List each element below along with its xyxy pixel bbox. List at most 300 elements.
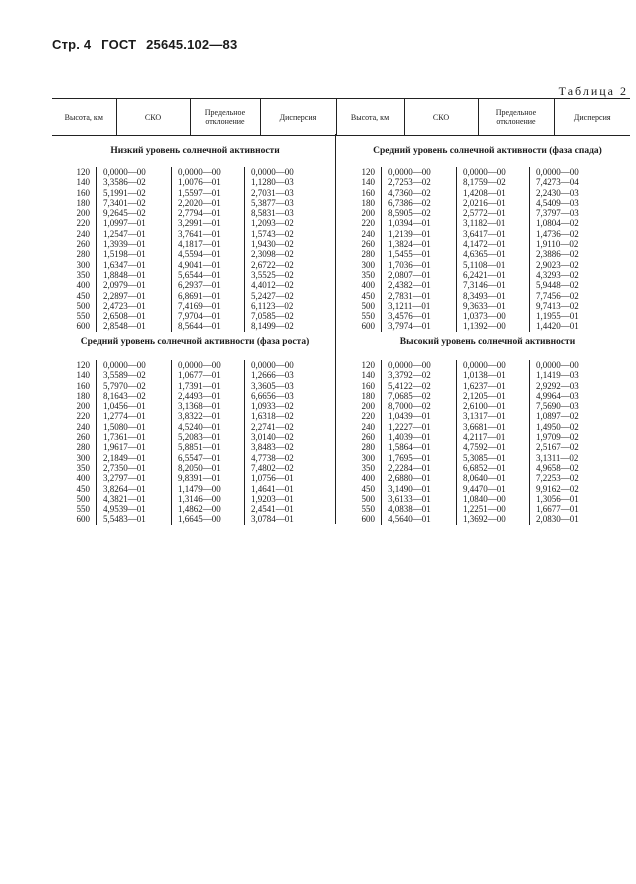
disp-cell: 1,0804—02 xyxy=(536,218,579,229)
disp-cell: 1,9203—01 xyxy=(251,493,294,504)
disp-cell: 1,3056—01 xyxy=(536,493,579,504)
height-cell: 600 xyxy=(76,514,90,525)
sko-cell: 4,7360—02 xyxy=(388,187,431,198)
standard-number: 25645.102—83 xyxy=(146,37,238,52)
block-title: Низкий уровень солнечной активности xyxy=(110,146,280,156)
disp-cell: 1,9709—02 xyxy=(536,432,579,443)
disp-cell: 1,6677—01 xyxy=(536,504,579,515)
sko-cell: 1,5080—01 xyxy=(103,421,146,432)
disp-cell: 2,6722—02 xyxy=(251,259,294,270)
disp-cell: 5,3877—03 xyxy=(251,197,294,208)
col-dev-left: Предельное отклонение xyxy=(190,99,260,136)
disp-cell: 9,7413—02 xyxy=(536,300,579,311)
height-cell: 200 xyxy=(76,208,90,219)
height-cell: 120 xyxy=(361,167,375,177)
height-cell: 600 xyxy=(76,321,90,332)
disp-cell: 1,1280—03 xyxy=(251,177,294,188)
disp-cell: 2,9023—02 xyxy=(536,259,579,270)
dev-cell: 3,8322—01 xyxy=(178,411,221,422)
dev-column xyxy=(463,360,523,525)
dev-cell: 1,3692—00 xyxy=(463,514,506,525)
column-rule xyxy=(171,167,172,332)
sko-cell: 5,7970—02 xyxy=(103,380,146,391)
sko-cell: 5,4122—02 xyxy=(388,380,431,391)
center-divider xyxy=(335,134,336,524)
height-cell: 120 xyxy=(361,360,375,370)
height-cell: 140 xyxy=(76,177,90,188)
disp-cell: 2,4541—01 xyxy=(251,504,294,515)
dev-cell: 6,2421—01 xyxy=(463,269,506,280)
disp-cell: 4,9964—03 xyxy=(536,390,579,401)
sko-cell: 3,1490—01 xyxy=(388,483,431,494)
height-cell: 220 xyxy=(76,218,90,229)
dev-cell: 2,0216—01 xyxy=(463,197,506,208)
column-rule xyxy=(244,167,245,332)
dev-cell: 0,0000—00 xyxy=(463,167,506,177)
disp-cell: 1,6318—02 xyxy=(251,411,294,422)
height-cell: 140 xyxy=(76,370,90,381)
height-cell: 120 xyxy=(76,360,90,370)
sko-cell: 3,6133—01 xyxy=(388,493,431,504)
height-cell: 400 xyxy=(76,473,90,484)
sko-cell: 2,0807—01 xyxy=(388,269,431,280)
sko-column xyxy=(388,360,450,525)
col-height-right: Высота, км xyxy=(336,99,404,136)
height-cell: 300 xyxy=(361,259,375,270)
height-cell: 600 xyxy=(361,321,375,332)
sko-column xyxy=(388,167,450,332)
disp-cell: 8,5831—03 xyxy=(251,208,294,219)
disp-cell: 4,5409—03 xyxy=(536,197,579,208)
disp-cell: 4,3293—02 xyxy=(536,269,579,280)
height-cell: 300 xyxy=(76,259,90,270)
disp-cell: 1,0756—01 xyxy=(251,473,294,484)
height-cell: 550 xyxy=(76,504,90,515)
sko-cell: 1,3939—01 xyxy=(103,239,146,250)
sko-cell: 0,0000—00 xyxy=(388,167,431,177)
height-cell: 240 xyxy=(361,228,375,239)
sko-cell: 2,1849—01 xyxy=(103,452,146,463)
disp-cell: 1,4950—02 xyxy=(536,421,579,432)
disp-cell: 3,0140—02 xyxy=(251,432,294,443)
sko-cell: 1,7036—01 xyxy=(388,259,431,270)
disp-cell: 9,9162—02 xyxy=(536,483,579,494)
table-header xyxy=(52,98,630,136)
sko-cell: 1,0456—01 xyxy=(103,401,146,412)
column-rule xyxy=(456,360,457,525)
dev-cell: 4,6365—01 xyxy=(463,249,506,260)
sko-cell: 2,2284—01 xyxy=(388,462,431,473)
height-cell: 280 xyxy=(76,442,90,453)
height-cell: 400 xyxy=(361,473,375,484)
dev-cell: 7,4169—01 xyxy=(178,300,221,311)
disp-cell: 0,0000—00 xyxy=(251,167,294,177)
dev-cell: 3,2991—01 xyxy=(178,218,221,229)
disp-cell: 1,4420—01 xyxy=(536,321,579,332)
dev-cell: 1,3146—00 xyxy=(178,493,221,504)
dev-cell: 1,0138—01 xyxy=(463,370,506,381)
disp-cell: 3,1311—02 xyxy=(536,452,579,463)
sko-cell: 2,7831—01 xyxy=(388,290,431,301)
height-column xyxy=(60,360,90,525)
disp-cell: 7,5690—03 xyxy=(536,401,579,412)
height-cell: 350 xyxy=(76,462,90,473)
disp-cell: 4,7738—02 xyxy=(251,452,294,463)
dev-cell: 3,1182—01 xyxy=(463,218,506,229)
dev-cell: 8,3493—01 xyxy=(463,290,506,301)
table-label: Таблица 2 xyxy=(558,84,628,98)
height-cell: 500 xyxy=(361,493,375,504)
sko-cell: 3,5589—02 xyxy=(103,370,146,381)
sko-cell: 1,2139—01 xyxy=(388,228,431,239)
dev-cell: 9,8391—01 xyxy=(178,473,221,484)
height-cell: 240 xyxy=(361,421,375,432)
sko-cell: 3,4576—01 xyxy=(388,311,431,322)
dev-cell: 1,6645—00 xyxy=(178,514,221,525)
sko-cell: 0,0000—00 xyxy=(388,360,431,370)
disp-cell: 2,3886—02 xyxy=(536,249,579,260)
sko-cell: 2,8548—01 xyxy=(103,321,146,332)
dev-cell: 5,3085—01 xyxy=(463,452,506,463)
height-cell: 140 xyxy=(361,370,375,381)
block-title: Средний уровень солнечной активности (фаза роста) xyxy=(80,337,310,347)
dev-cell: 5,8851—01 xyxy=(178,442,221,453)
height-cell: 260 xyxy=(361,239,375,250)
dev-column xyxy=(178,360,238,525)
sko-cell: 5,5483—01 xyxy=(103,514,146,525)
column-rule xyxy=(529,167,530,332)
disp-cell: 1,0933—02 xyxy=(251,401,294,412)
height-cell: 220 xyxy=(361,218,375,229)
sko-cell: 1,4039—01 xyxy=(388,432,431,443)
disp-column xyxy=(536,360,598,525)
disp-cell: 3,3605—03 xyxy=(251,380,294,391)
col-height-left: Высота, км xyxy=(52,99,116,136)
dev-cell: 7,3146—01 xyxy=(463,280,506,291)
sko-cell: 2,2897—01 xyxy=(103,290,146,301)
dev-cell: 3,7641—01 xyxy=(178,228,221,239)
disp-cell: 1,5743—02 xyxy=(251,228,294,239)
dev-cell: 2,4493—01 xyxy=(178,390,221,401)
height-cell: 160 xyxy=(76,380,90,391)
sko-cell: 4,9539—01 xyxy=(103,504,146,515)
height-cell: 550 xyxy=(361,504,375,515)
disp-cell: 7,4273—04 xyxy=(536,177,579,188)
sko-cell: 1,0439—01 xyxy=(388,411,431,422)
disp-column xyxy=(251,360,313,525)
dev-cell: 6,5547—01 xyxy=(178,452,221,463)
block-low xyxy=(60,146,330,332)
height-cell: 450 xyxy=(361,290,375,301)
height-cell: 160 xyxy=(361,187,375,198)
disp-cell: 5,2427—02 xyxy=(251,290,294,301)
block-title: Высокий уровень солнечной активности xyxy=(399,337,576,347)
disp-cell: 2,7031—03 xyxy=(251,187,294,198)
height-cell: 450 xyxy=(76,290,90,301)
dev-cell: 1,4862—00 xyxy=(178,504,221,515)
sko-cell: 1,5455—01 xyxy=(388,249,431,260)
sko-cell: 8,1643—02 xyxy=(103,390,146,401)
height-cell: 220 xyxy=(76,411,90,422)
dev-cell: 1,1392—00 xyxy=(463,321,506,332)
sko-cell: 2,0979—01 xyxy=(103,280,146,291)
dev-cell: 0,0000—00 xyxy=(178,167,221,177)
dev-cell: 1,0840—00 xyxy=(463,493,506,504)
disp-cell: 7,2253—02 xyxy=(536,473,579,484)
sko-cell: 4,3821—01 xyxy=(103,493,146,504)
block-high xyxy=(345,337,630,525)
height-cell: 260 xyxy=(76,432,90,443)
height-cell: 160 xyxy=(361,380,375,391)
height-cell: 180 xyxy=(76,390,90,401)
sko-cell: 1,3824—01 xyxy=(388,239,431,250)
disp-cell: 0,0000—00 xyxy=(536,167,579,177)
height-cell: 450 xyxy=(361,483,375,494)
height-cell: 450 xyxy=(76,483,90,494)
height-cell: 550 xyxy=(76,311,90,322)
dev-cell: 6,8691—01 xyxy=(178,290,221,301)
column-rule xyxy=(456,167,457,332)
height-column xyxy=(60,167,90,332)
dev-cell: 4,5240—01 xyxy=(178,421,221,432)
sko-cell: 1,6347—01 xyxy=(103,259,146,270)
height-cell: 200 xyxy=(361,208,375,219)
dev-cell: 6,6852—01 xyxy=(463,462,506,473)
disp-cell: 7,0585—02 xyxy=(251,311,294,322)
disp-cell: 6,6656—03 xyxy=(251,390,294,401)
height-cell: 500 xyxy=(76,300,90,311)
dev-cell: 5,1108—01 xyxy=(463,259,506,270)
dev-cell: 2,5772—01 xyxy=(463,208,506,219)
height-cell: 300 xyxy=(76,452,90,463)
sko-cell: 1,5864—01 xyxy=(388,442,431,453)
sko-cell: 1,7695—01 xyxy=(388,452,431,463)
sko-cell: 2,6508—01 xyxy=(103,311,146,322)
sko-cell: 1,5198—01 xyxy=(103,249,146,260)
height-cell: 280 xyxy=(361,442,375,453)
column-rule xyxy=(96,360,97,525)
disp-cell: 1,1955—01 xyxy=(536,311,579,322)
height-cell: 260 xyxy=(361,432,375,443)
column-rule xyxy=(171,360,172,525)
dev-cell: 1,6237—01 xyxy=(463,380,506,391)
disp-cell: 4,4012—02 xyxy=(251,280,294,291)
height-cell: 500 xyxy=(361,300,375,311)
dev-cell: 5,2083—01 xyxy=(178,432,221,443)
disp-cell: 0,0000—00 xyxy=(536,360,579,370)
sko-cell: 2,7253—02 xyxy=(388,177,431,188)
dev-cell: 1,4208—01 xyxy=(463,187,506,198)
dev-cell: 4,1472—01 xyxy=(463,239,506,250)
height-cell: 180 xyxy=(76,197,90,208)
height-cell: 550 xyxy=(361,311,375,322)
dev-cell: 2,6100—01 xyxy=(463,401,506,412)
height-cell: 400 xyxy=(361,280,375,291)
height-cell: 240 xyxy=(76,228,90,239)
sko-cell: 3,7974—01 xyxy=(388,321,431,332)
dev-cell: 4,5594—01 xyxy=(178,249,221,260)
dev-cell: 9,3633—01 xyxy=(463,300,506,311)
sko-cell: 8,5905—02 xyxy=(388,208,431,219)
page-header xyxy=(52,37,243,52)
disp-column xyxy=(536,167,598,332)
dev-cell: 0,0000—00 xyxy=(178,360,221,370)
sko-column xyxy=(103,360,165,525)
sko-cell: 3,3586—02 xyxy=(103,177,146,188)
disp-cell: 8,1499—02 xyxy=(251,321,294,332)
dev-cell: 3,6417—01 xyxy=(463,228,506,239)
disp-cell: 5,9448—02 xyxy=(536,280,579,291)
dev-cell: 1,1479—00 xyxy=(178,483,221,494)
sko-cell: 1,2227—01 xyxy=(388,421,431,432)
dev-cell: 2,2020—01 xyxy=(178,197,221,208)
col-sko-left: СКО xyxy=(116,99,190,136)
dev-column xyxy=(463,167,523,332)
column-rule xyxy=(244,360,245,525)
dev-column xyxy=(178,167,238,332)
sko-cell: 1,9617—01 xyxy=(103,442,146,453)
column-rule xyxy=(381,360,382,525)
sko-cell: 1,8848—01 xyxy=(103,269,146,280)
standard-label: ГОСТ xyxy=(101,37,137,52)
sko-column xyxy=(103,167,165,332)
column-rule xyxy=(381,167,382,332)
dev-cell: 3,1368—01 xyxy=(178,401,221,412)
disp-cell: 1,1419—03 xyxy=(536,370,579,381)
dev-cell: 8,5644—01 xyxy=(178,321,221,332)
disp-column xyxy=(251,167,313,332)
height-cell: 220 xyxy=(361,411,375,422)
disp-cell: 2,2430—03 xyxy=(536,187,579,198)
sko-cell: 1,7361—01 xyxy=(103,432,146,443)
height-cell: 400 xyxy=(76,280,90,291)
height-cell: 600 xyxy=(361,514,375,525)
sko-cell: 1,0394—01 xyxy=(388,218,431,229)
dev-cell: 4,1817—01 xyxy=(178,239,221,250)
dev-cell: 1,2251—00 xyxy=(463,504,506,515)
sko-cell: 0,0000—00 xyxy=(103,167,146,177)
column-rule xyxy=(96,167,97,332)
disp-cell: 0,0000—00 xyxy=(251,360,294,370)
page-number: Стр. 4 xyxy=(52,37,92,52)
dev-cell: 2,1205—01 xyxy=(463,390,506,401)
height-column xyxy=(345,360,375,525)
col-sko-right: СКО xyxy=(404,99,478,136)
sko-cell: 2,4723—01 xyxy=(103,300,146,311)
sko-cell: 5,1991—02 xyxy=(103,187,146,198)
disp-cell: 3,5525—02 xyxy=(251,269,294,280)
disp-cell: 4,9658—02 xyxy=(536,462,579,473)
disp-cell: 7,7456—02 xyxy=(536,290,579,301)
dev-cell: 1,5597—01 xyxy=(178,187,221,198)
height-cell: 350 xyxy=(361,462,375,473)
block-title: Средний уровень солнечной активности (фаза спада) xyxy=(373,146,602,156)
dev-cell: 6,2937—01 xyxy=(178,280,221,291)
dev-cell: 4,2117—01 xyxy=(463,432,506,443)
col-disp-left: Дисперсия xyxy=(260,99,336,136)
disp-cell: 1,2093—02 xyxy=(251,218,294,229)
disp-cell: 1,9110—02 xyxy=(536,239,579,250)
disp-cell: 3,0784—01 xyxy=(251,514,294,525)
sko-cell: 9,2645—02 xyxy=(103,208,146,219)
sko-cell: 4,0838—01 xyxy=(388,504,431,515)
sko-cell: 1,0997—01 xyxy=(103,218,146,229)
sko-cell: 0,0000—00 xyxy=(103,360,146,370)
disp-cell: 3,8483—02 xyxy=(251,442,294,453)
dev-cell: 2,7794—01 xyxy=(178,208,221,219)
dev-cell: 1,0373—00 xyxy=(463,311,506,322)
block-mid-decline xyxy=(345,146,630,332)
dev-cell: 1,0076—01 xyxy=(178,177,221,188)
dev-cell: 4,9041—01 xyxy=(178,259,221,270)
disp-cell: 7,4802—02 xyxy=(251,462,294,473)
height-cell: 180 xyxy=(361,390,375,401)
height-cell: 280 xyxy=(361,249,375,260)
disp-cell: 2,0830—01 xyxy=(536,514,579,525)
height-cell: 200 xyxy=(76,401,90,412)
disp-cell: 2,9292—03 xyxy=(536,380,579,391)
dev-cell: 1,7391—01 xyxy=(178,380,221,391)
height-cell: 500 xyxy=(76,493,90,504)
sko-cell: 3,2797—01 xyxy=(103,473,146,484)
height-cell: 280 xyxy=(76,249,90,260)
dev-cell: 8,0640—01 xyxy=(463,473,506,484)
column-rule xyxy=(529,360,530,525)
sko-cell: 3,1211—01 xyxy=(388,300,431,311)
height-column xyxy=(345,167,375,332)
dev-cell: 4,7592—01 xyxy=(463,442,506,453)
disp-cell: 1,2666—03 xyxy=(251,370,294,381)
dev-cell: 8,2050—01 xyxy=(178,462,221,473)
dev-cell: 7,9704—01 xyxy=(178,311,221,322)
height-cell: 200 xyxy=(361,401,375,412)
col-dev-right: Предельное отклонение xyxy=(478,99,554,136)
sko-cell: 7,3401—02 xyxy=(103,197,146,208)
sko-cell: 4,5640—01 xyxy=(388,514,431,525)
disp-cell: 1,9430—02 xyxy=(251,239,294,250)
sko-cell: 2,4382—01 xyxy=(388,280,431,291)
height-cell: 350 xyxy=(76,269,90,280)
disp-cell: 1,4641—01 xyxy=(251,483,294,494)
height-cell: 350 xyxy=(361,269,375,280)
sko-cell: 2,7350—01 xyxy=(103,462,146,473)
disp-cell: 6,1123—02 xyxy=(251,300,294,311)
sko-cell: 6,7386—02 xyxy=(388,197,431,208)
dev-cell: 1,0677—01 xyxy=(178,370,221,381)
height-cell: 240 xyxy=(76,421,90,432)
sko-cell: 1,2547—01 xyxy=(103,228,146,239)
disp-cell: 1,4736—02 xyxy=(536,228,579,239)
block-mid-growth xyxy=(60,337,330,525)
dev-cell: 5,6544—01 xyxy=(178,269,221,280)
dev-cell: 3,6681—01 xyxy=(463,421,506,432)
disp-cell: 1,0897—02 xyxy=(536,411,579,422)
height-cell: 160 xyxy=(76,187,90,198)
sko-cell: 3,3792—02 xyxy=(388,370,431,381)
disp-cell: 2,2741—02 xyxy=(251,421,294,432)
height-cell: 180 xyxy=(361,197,375,208)
sko-cell: 7,0685—02 xyxy=(388,390,431,401)
disp-cell: 7,3797—03 xyxy=(536,208,579,219)
height-cell: 260 xyxy=(76,239,90,250)
disp-cell: 2,5167—02 xyxy=(536,442,579,453)
disp-cell: 2,3098—02 xyxy=(251,249,294,260)
dev-cell: 3,1317—01 xyxy=(463,411,506,422)
dev-cell: 8,1759—02 xyxy=(463,177,506,188)
height-cell: 120 xyxy=(76,167,90,177)
height-cell: 300 xyxy=(361,452,375,463)
height-cell: 140 xyxy=(361,177,375,188)
